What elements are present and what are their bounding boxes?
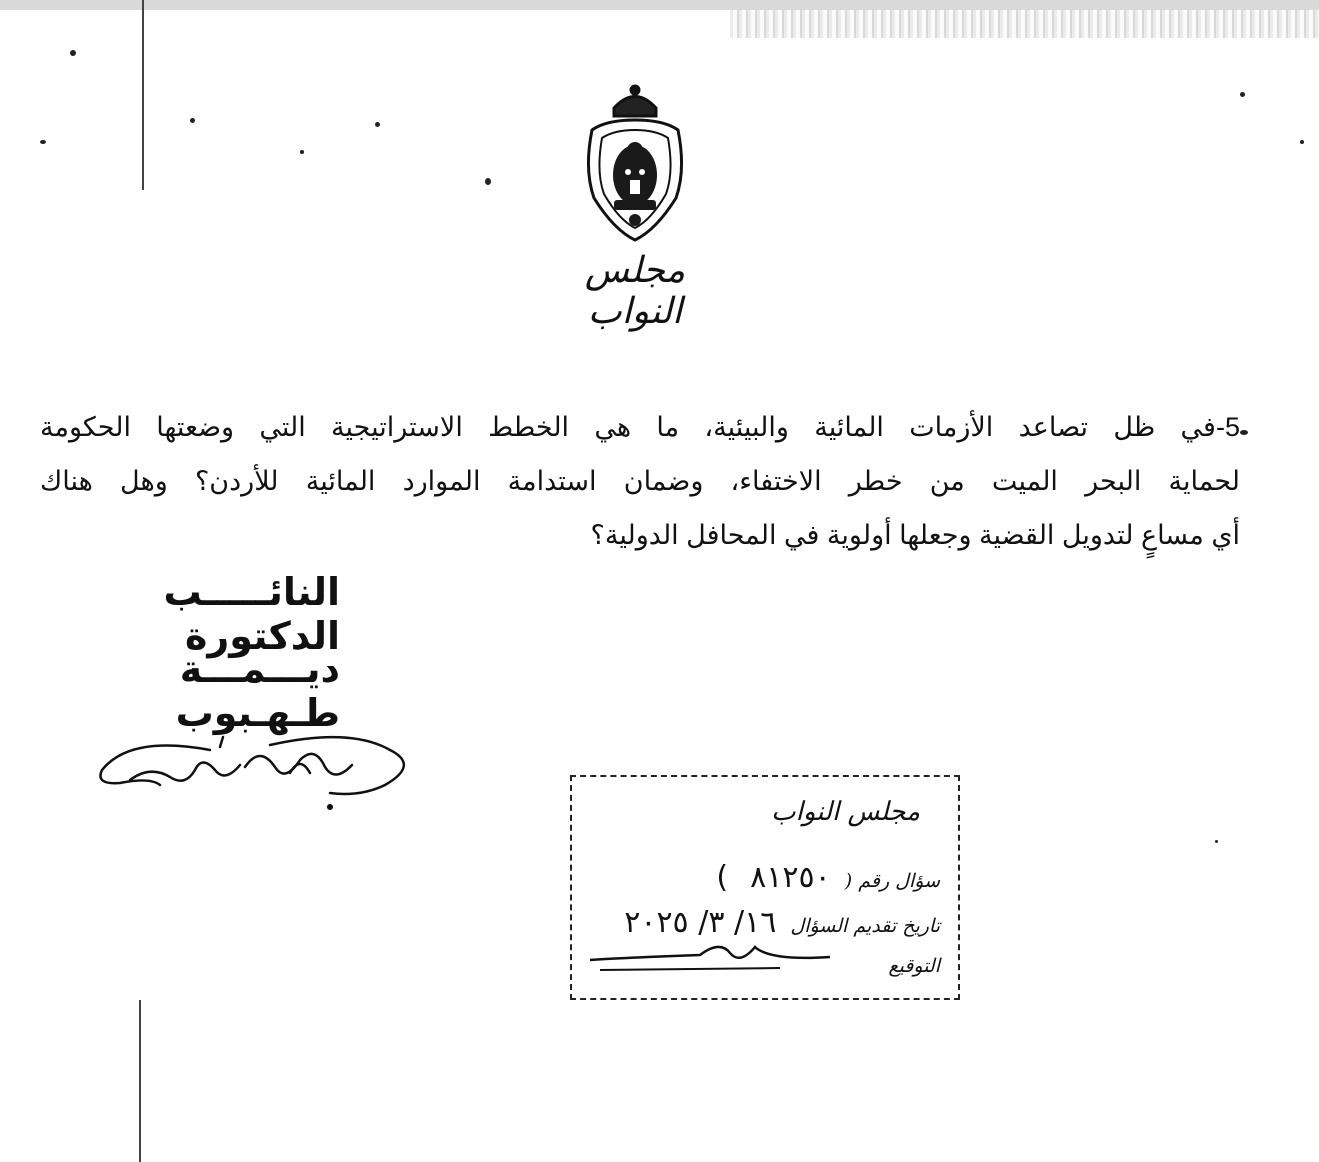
scan-speck xyxy=(375,122,380,127)
scan-margin-line xyxy=(139,1000,141,1162)
scan-speck xyxy=(300,150,304,154)
stamp-signature-label: التوقيع xyxy=(888,955,940,977)
question-text xyxy=(40,400,1240,562)
stamp-date-label: تاريخ تقديم السؤال xyxy=(790,915,940,937)
signer-title: النائـــــب الدكتورة xyxy=(163,570,340,658)
stamp-date-value: ١٦/ ٣/ ٢٠٢٥ xyxy=(624,905,777,940)
scan-speck xyxy=(1240,92,1245,97)
parliament-stamp xyxy=(570,775,960,1000)
signer-name: ديـــمـــة طـهـبوب xyxy=(175,647,340,735)
scan-speck xyxy=(1215,840,1218,843)
stamp-signature-row xyxy=(888,955,940,977)
scan-speck xyxy=(40,140,46,144)
question-line: أي مساعٍ لتدويل القضية وجعلها أولوية في المحافل الدولية؟ xyxy=(590,520,1240,550)
stamp-title: مجلس النواب xyxy=(771,797,920,827)
stamp-signature-scribble xyxy=(580,935,840,975)
scan-speck xyxy=(70,50,76,56)
scan-edge xyxy=(0,0,1319,10)
question-line: 5-في ظل تصاعد الأزمات المائية والبيئية، ما هي الخطط الاستراتيجية التي وضعتها الحكومة xyxy=(40,412,1240,442)
stamp-question-number-close: ) xyxy=(716,860,729,895)
scan-speck xyxy=(1300,140,1304,144)
scan-margin-line xyxy=(142,0,144,190)
scan-speck xyxy=(190,118,195,123)
jordan-emblem-icon xyxy=(574,80,696,248)
stamp-question-number-value: ٨١٢٥٠ xyxy=(750,860,831,895)
scan-speck xyxy=(1240,430,1248,435)
handwritten-signature xyxy=(90,725,420,825)
scan-smudge xyxy=(730,10,1319,38)
stamp-question-number-label: سؤال رقم ( xyxy=(844,870,940,892)
stamp-question-number-row xyxy=(708,860,940,895)
scan-speck xyxy=(485,178,491,185)
institution-title: مجلس النواب xyxy=(584,250,686,332)
question-line: لحماية البحر الميت من خطر الاختفاء، وضمان استدامة الموارد المائية للأردن؟ وهل هناك xyxy=(40,466,1240,496)
